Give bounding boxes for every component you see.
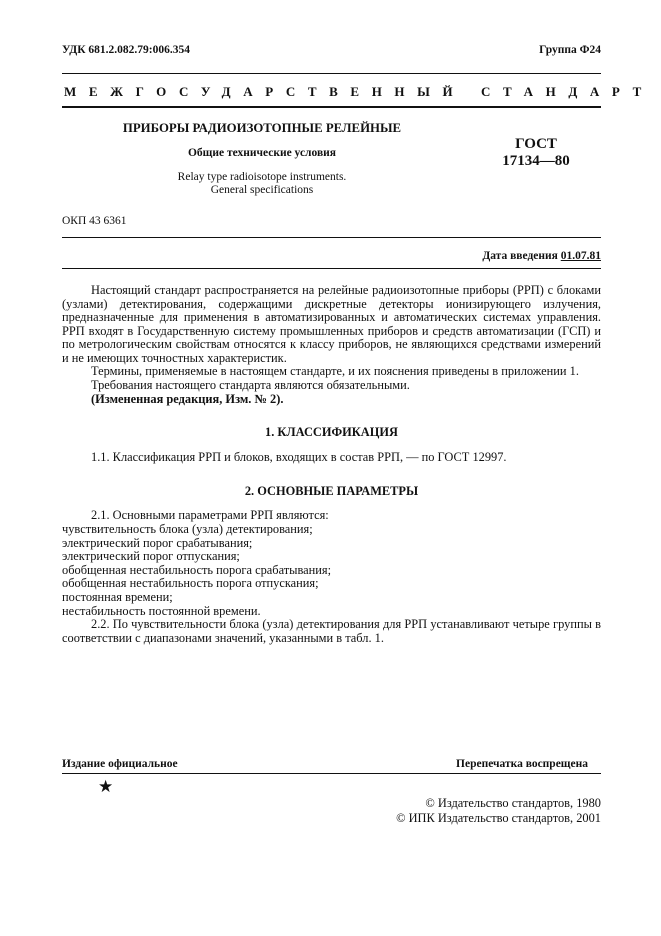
title-block-rule — [62, 237, 601, 238]
parameter-list — [62, 523, 601, 618]
footer-rule — [62, 773, 601, 774]
reprint-prohibited-label: Перепечатка воспрещена — [456, 758, 588, 770]
document-subtitle: Общие технические условия — [187, 147, 337, 159]
introduction-date — [380, 250, 601, 262]
star-icon: ★ — [98, 777, 114, 796]
parameter-list-item: постоянная времени; — [62, 589, 173, 604]
english-title-line-1: Relay type radioisotope instruments. — [177, 171, 347, 183]
intro-amendment-note: (Измененная редакция, Изм. № 2). — [91, 392, 284, 406]
english-title — [62, 171, 462, 197]
interstate-standard-banner: МЕЖГОСУДАРСТВЕННЫЙ СТАНДАРТ — [64, 84, 654, 99]
parameter-list-item: чувствительность блока (узла) детектирования; — [62, 522, 313, 536]
official-edition-label: Издание официальное — [62, 758, 178, 770]
copyright-line-2: © ИПК Издательство стандартов, 2001 — [396, 810, 601, 825]
parameter-list-item: электрический порог срабатывания; — [62, 535, 253, 550]
parameter-list-item: нестабильность постоянной времени. — [62, 603, 261, 618]
section-1-heading: 1. КЛАССИФИКАЦИЯ — [265, 425, 398, 439]
copyright-line-1: © Издательство стандартов, 1980 — [425, 796, 601, 810]
section-1-item-1-1: 1.1. Классификация РРП и блоков, входящих в состав РРП, — по ГОСТ 12997. — [91, 450, 507, 464]
udk-code: УДК 681.2.082.79:006.354 — [62, 44, 190, 56]
introduction-date-rule — [62, 268, 601, 269]
gost-label: ГОСТ — [515, 136, 557, 152]
group-code: Группа Ф24 — [539, 44, 601, 56]
intro-paragraph-scope: Настоящий стандарт распространяется на релейные радиоизотопные приборы (РРП) с блоками (узлами) детектирования, содержащими дискретные детекторы ионизирующего излучения, предназначенные для применения в автоматизированных и автоматических системах управления. РРП входят в Государственную систему промышленных приборов и средств автоматизации (ГСП) и по метрологическим свойствам относятся к классу приборов, не являющихся средствами измерений и не имеющих точностных характеристик. — [62, 283, 601, 365]
section-2-heading: 2. ОСНОВНЫЕ ПАРАМЕТРЫ — [244, 484, 419, 498]
gost-number: 17134—80 — [502, 153, 570, 169]
parameter-list-item: электрический порог отпускания; — [62, 549, 240, 564]
header-bottom-rule — [62, 106, 601, 108]
intro-paragraph-mandatory: Требования настоящего стандарта являются обязательными. — [91, 378, 410, 392]
introduction-date-label: Дата введения — [482, 250, 558, 262]
gost-designation — [486, 136, 586, 170]
section-2-item-2-2: 2.2. По чувствительности блока (узла) детектирования для РРП устанавливают четыре группы в соответствии с диапазонами значений, указанными в табл. 1. — [62, 617, 601, 645]
document-title: ПРИБОРЫ РАДИОИЗОТОПНЫЕ РЕЛЕЙНЫЕ — [122, 121, 402, 135]
section-2-item-2-1: 2.1. Основными параметрами РРП являются: — [91, 508, 329, 522]
parameter-list-item: обобщенная нестабильность порога срабатывания; — [62, 562, 332, 577]
parameter-list-item: обобщенная нестабильность порога отпускания; — [62, 576, 319, 591]
introduction-date-value: 01.07.81 — [560, 250, 601, 262]
english-title-line-2: General specifications — [210, 184, 314, 196]
header-top-rule — [62, 73, 601, 74]
copyright-block — [340, 796, 601, 825]
okp-code: ОКП 43 6361 — [62, 215, 127, 227]
intro-paragraph-terms: Термины, применяемые в настоящем стандарте, и их пояснения приведены в приложении 1. — [91, 364, 579, 378]
